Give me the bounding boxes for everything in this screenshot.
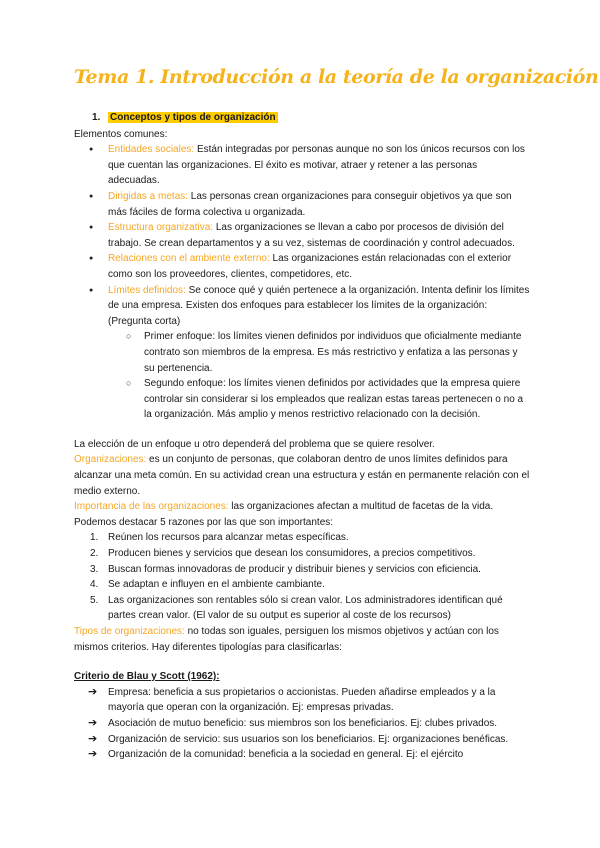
- list-item: ● Dirigidas a metas: Las personas crean organizaciones para conseguir objetivos ya que son más fáciles de forma colectiva u organizada.: [74, 189, 530, 220]
- term: Relaciones con el ambiente externo:: [108, 253, 270, 265]
- term: Dirigidas a metas:: [108, 190, 189, 202]
- document-body: [74, 110, 530, 763]
- list-item: 2. Producen bienes y servicios que desean los consumidores, a precios competitivos.: [90, 548, 476, 560]
- criterio-heading: Criterio de Blau y Scott (1962):: [74, 671, 220, 683]
- importancia-paragraph: Importancia de las organizaciones: las organizaciones afectan a multitud de facetas de la vida.: [74, 501, 494, 513]
- tipos-paragraph: Tipos de organizaciones: no todas son iguales, persiguen los mismos objetivos y actúan con los mismos criterios. Hay diferentes tipologías para clasificarlas:: [74, 626, 499, 653]
- enfoques-list: [74, 329, 530, 423]
- list-item: 1. Reúnen los recursos para alcanzar metas específicas.: [90, 532, 349, 544]
- list-item: ➔ Asociación de mutuo beneficio: sus miembros son los beneficiarios. Ej: clubes privados.: [74, 716, 530, 732]
- list-item: ● Entidades sociales: Están integradas por personas aunque no son los únicos recursos con los que cuentan las organizaciones. El éxito es motivar, atraer y retener a las personas adecuadas.: [74, 142, 530, 189]
- arrow-icon: ➔: [88, 716, 98, 729]
- term: Entidades sociales:: [108, 144, 195, 156]
- document-title: Tema 1. Introducción a la teoría de la organización: [74, 66, 599, 88]
- term: Estructura organizativa:: [108, 222, 214, 234]
- list-item: 5. Las organizaciones son rentables sólo si crean valor. Los administradores identifican qué partes crean valor. (El valor de su output es superior al coste de los recursos): [90, 594, 503, 622]
- list-item: ○ Segundo enfoque: los límites vienen definidos por actividades que la empresa quiere controlar sin considerar si los empleados que realizan estas tareas pertenecen o no a la organización. Más amplio y menos restrictivo relacionado con la decisión.: [74, 376, 530, 423]
- criterio-list: [74, 685, 530, 763]
- arrow-icon: ➔: [88, 685, 98, 698]
- list-item: ● Límites definidos: Se conoce qué y quién pertenece a la organización. Intenta definir los límites de una empresa. Existen dos enfoques para establecer los límites de la organización: (Pregunta corta): [74, 283, 530, 330]
- list-item: ○ Primer enfoque: los límites vienen definidos por individuos que oficialmente mediante contrato son miembros de la empresa. Es más restrictivo y enfatiza a las personas y su pertenencia.: [74, 329, 530, 376]
- list-item: ● Estructura organizativa: Las organizaciones se llevan a cabo por procesos de división del trabajo. Se crean departamentos y a su vez, sistemas de coordinación y control adecuados.: [74, 220, 530, 251]
- list-item: ➔ Organización de la comunidad: beneficia a la sociedad en general. Ej: el ejército: [74, 747, 530, 763]
- list-item: ● Relaciones con el ambiente externo: Las organizaciones están relacionadas con el exterior como son los proveedores, clientes, competidores, etc.: [74, 251, 530, 282]
- organizaciones-paragraph: Organizaciones: es un conjunto de personas, que colaboran dentro de unos límites definidos para alcanzar una meta común. En su actividad crean una estructura y están en permanente relación con el medio externo.: [74, 454, 530, 497]
- arrow-icon: ➔: [88, 732, 98, 745]
- list-item: ➔ Organización de servicio: sus usuarios son los beneficiarios. Ej: organizaciones benéficas.: [74, 732, 530, 748]
- razones-list: [74, 530, 530, 624]
- eleccion-paragraph: La elección de un enfoque u otro dependerá del problema que se quiere resolver.: [74, 438, 435, 450]
- section-title: Conceptos y tipos de organización: [110, 112, 276, 123]
- elementos-list: [74, 142, 530, 329]
- term: Límites definidos:: [108, 284, 186, 296]
- list-item: 4. Se adaptan e influyen en el ambiente cambiante.: [90, 579, 325, 591]
- section-heading: [92, 110, 530, 126]
- list-item: 3. Buscan formas innovadoras de producir y distribuir bienes y servicios con eficiencia.: [90, 563, 481, 575]
- section-number: 1.: [92, 112, 101, 123]
- razones-intro: Podemos destacar 5 razones por las que son importantes:: [74, 516, 334, 528]
- elementos-intro: Elementos comunes:: [74, 128, 168, 140]
- list-item: ➔ Empresa: beneficia a sus propietarios o accionistas. Pueden añadirse empleados y a la mayoría que operan con la organización. Ej: empresas privadas.: [88, 685, 496, 714]
- arrow-icon: ➔: [88, 748, 98, 761]
